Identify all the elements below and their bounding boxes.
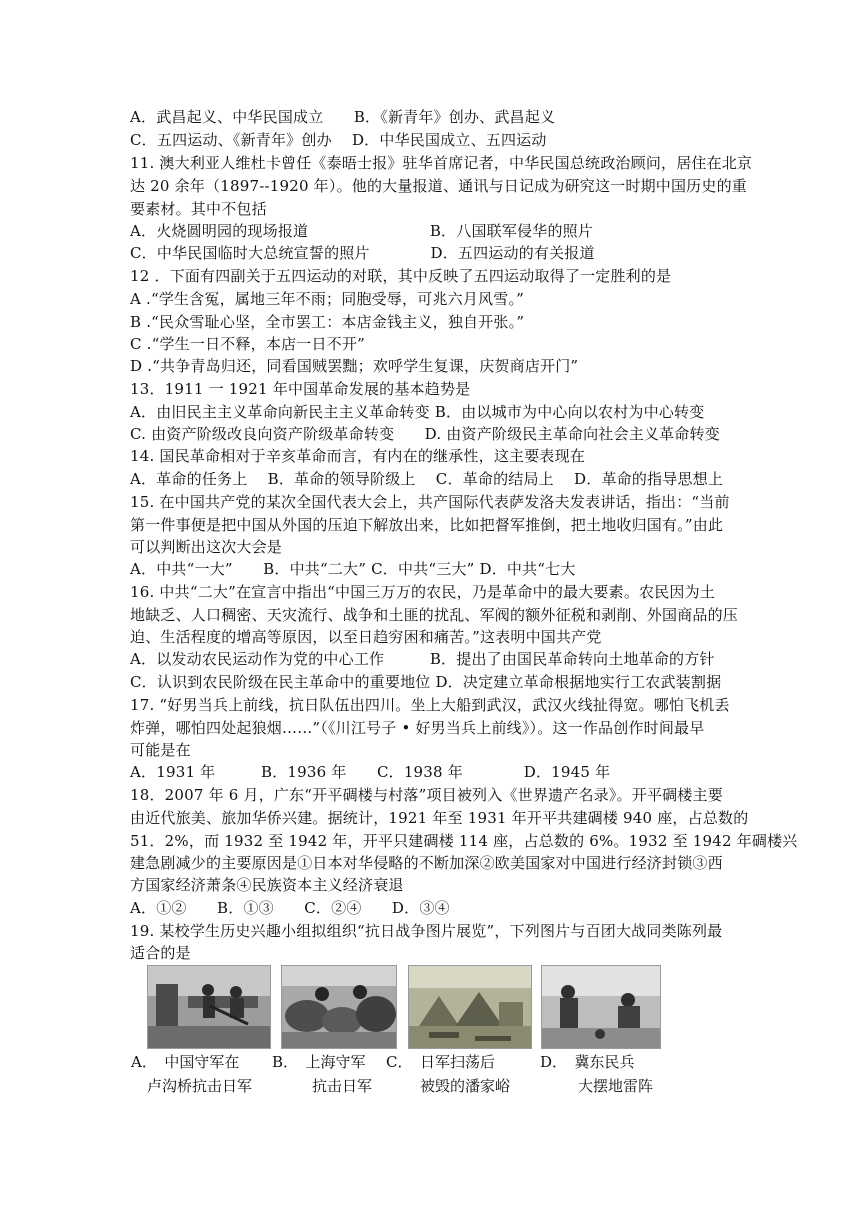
text-line: A．由旧民主主义革命向新民主主义革命转变 B．由以城市为中心向以农村为中心转变 bbox=[130, 403, 705, 421]
text-line: C．五四运动、《新青年》创办 D．中华民国成立、五四运动 bbox=[130, 131, 547, 149]
text-line: 可能是在 bbox=[130, 741, 191, 759]
text-line: A．火烧圆明园的现场报道 B．八国联军侵华的照片 bbox=[130, 222, 594, 240]
caption-a-line2: 卢沟桥抗击日军 bbox=[147, 1077, 253, 1095]
text-line: C .“学生一日不释，本店一日不开” bbox=[130, 335, 365, 353]
caption-c-line2: 被毁的潘家峪 bbox=[420, 1077, 511, 1095]
caption-b-line2: 抗击日军 bbox=[312, 1077, 373, 1095]
text-line: C．中华民国临时大总统宣誓的照片 D．五四运动的有关报道 bbox=[130, 244, 595, 262]
text-line: 可以判断出这次大会是 bbox=[130, 538, 283, 556]
text-line: A．武昌起义、中华民国成立 B．《新青年》创办、武昌起义 bbox=[130, 108, 556, 126]
photo-b-shanghai bbox=[281, 965, 397, 1049]
text-line: 18．2007 年 6 月，广东“开平碉楼与村落”项目被列入《世界遗产名录》。开平碉楼主要 bbox=[130, 786, 723, 804]
text-line: A．中共“一大” B．中共“二大” C．中共“三大” D．中共“七大 bbox=[130, 560, 576, 578]
text-line: 建急剧减少的主要原因是①日本对华侵略的不断加深②欧美国家对中国进行经济封锁③西 bbox=[130, 854, 723, 872]
text-line: 适合的是 bbox=[130, 944, 191, 962]
text-line: 12 ．下面有四副关于五四运动的对联，其中反映了五四运动取得了一定胜利的是 bbox=[130, 267, 672, 285]
text-line: 炸弹，哪怕四处起狼烟……”（《川江号子 • 好男当兵上前线》）。这一作品创作时间最早 bbox=[130, 719, 705, 737]
text-line: 方国家经济萧条④民族资本主义经济衰退 bbox=[130, 876, 404, 894]
caption-d-line1: D． 冀东民兵 bbox=[540, 1053, 635, 1071]
text-line: 15. 在中国共产党的某次全国代表大会上，共产国际代表萨发洛夫发表讲话，指出：“当前 bbox=[130, 493, 730, 511]
text-line: B .“民众雪耻心坚，全市罢工：本店金钱主义，独自开张。” bbox=[130, 313, 525, 331]
text-line: 达 20 余年（1897--1920 年）。他的大量报道、通讯与日记成为研究这一时期中国历史的重 bbox=[130, 177, 747, 195]
text-line: 16. 中共“二大”在宣言中指出“中国三万万的农民，乃是革命中的最大要素。农民因为土 bbox=[130, 583, 716, 601]
text-line: 17. “好男当兵上前线，抗日队伍出四川。坐上大船到武汉，武汉火线扯得宽。哪怕飞机丢 bbox=[130, 696, 730, 714]
text-line: A．①② B．①③ C．②④ D．③④ bbox=[130, 899, 450, 917]
caption-c-line1: C． 日军扫荡后 bbox=[386, 1053, 495, 1071]
text-line: 13．1911 一 1921 年中国革命发展的基本趋势是 bbox=[130, 380, 471, 398]
photo-a-lugou-bridge bbox=[147, 965, 271, 1049]
caption-a-line1: A． 中国守军在 bbox=[131, 1053, 240, 1071]
text-line: 由近代旅美、旅加华侨兴建。据统计，1921 年至 1931 年开平共建碉楼 940 座，占总数的 bbox=[130, 809, 749, 827]
text-line: C. 由资产阶级改良向资产阶级革命转变 D. 由资产阶级民主革命向社会主义革命转变 bbox=[130, 425, 720, 443]
text-line: 14. 国民革命相对于辛亥革命而言，有内在的继承性，这主要表现在 bbox=[130, 447, 586, 465]
photo-c-panjiayu bbox=[408, 965, 532, 1049]
text-line: 地缺乏、人口稠密、天灾流行、战争和土匪的扰乱、军阀的额外征税和剥削、外国商品的压 bbox=[130, 606, 739, 624]
text-line: D .“共争青岛归还，同看国贼罢黜；欢呼学生复课，庆贺商店开门” bbox=[130, 357, 579, 375]
text-line: A .“学生含冤，属地三年不雨；同胞受辱，可兆六月风雪。” bbox=[130, 290, 525, 308]
text-line: 11. 澳大利亚人维杜卡曾任《泰晤士报》驻华首席记者，中华民国总统政治顾问，居住在北京 bbox=[130, 154, 753, 172]
text-line: 迫、生活程度的增高等原因，以至日趋穷困和痛苦。”这表明中国共产党 bbox=[130, 628, 602, 646]
text-line: 51．2%，而 1932 至 1942 年，开平只建碉楼 114 座，占总数的 6%。1932 至 1942 年碉楼兴 bbox=[130, 832, 798, 850]
caption-d-line2: 大摆地雷阵 bbox=[578, 1077, 654, 1095]
photo-d-militia bbox=[541, 965, 661, 1049]
caption-b-line1: B． 上海守军 bbox=[272, 1053, 366, 1071]
text-line: 要素材。其中不包括 bbox=[130, 200, 267, 218]
text-line: A．以发动农民运动作为党的中心工作 B．提出了由国民革命转向土地革命的方针 bbox=[130, 650, 715, 668]
text-line: 19. 某校学生历史兴趣小组拟组织“抗日战争图片展览”，下列图片与百团大战同类陈列最 bbox=[130, 922, 723, 940]
text-line: A．1931 年 B．1936 年 C．1938 年 D．1945 年 bbox=[130, 763, 611, 781]
text-line: A．革命的任务上 B．革命的领导阶级上 C．革命的结局上 D．革命的指导思想上 bbox=[130, 470, 724, 488]
text-line: 第一件事便是把中国从外国的压迫下解放出来，比如把督军推倒，把土地收归国有。”由此 bbox=[130, 516, 724, 534]
text-line: C．认识到农民阶级在民主革命中的重要地位 D．决定建立革命根据地实行工农武装割据 bbox=[130, 673, 722, 691]
